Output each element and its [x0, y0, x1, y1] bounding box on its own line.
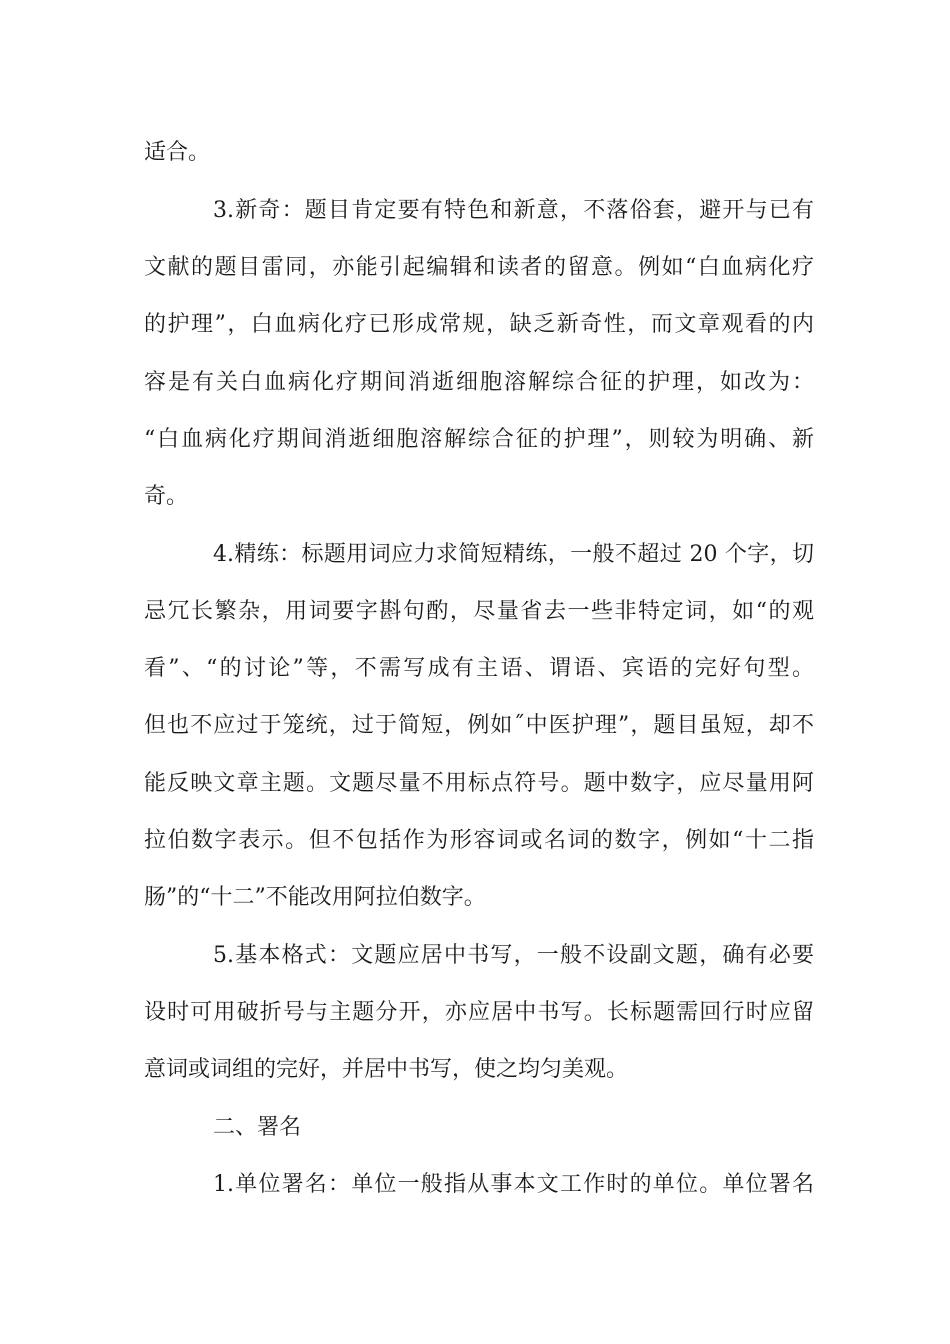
text-line: 拉伯数字表示。但不包括作为形容词或名词的数字，例如“十二指: [144, 828, 814, 853]
text-line: 的护理”，白血病化疗已形成常规，缺乏新奇性，而文章观看的内: [144, 312, 814, 337]
section-4-heading-line: 4.精练：标题用词应力求简短精练，一般不超过 20 个字，切: [213, 542, 814, 567]
text-line: 奇。: [144, 484, 189, 509]
text-line: 意词或词组的完好，并居中书写，使之均匀美观。: [144, 1057, 629, 1082]
text-line: 忌冗长繁杂，用词要字斟句酌，尽量省去一些非特定词，如“的观: [144, 599, 814, 624]
text-line: 肠”的“十二”不能改用阿拉伯数字。: [144, 885, 486, 910]
section-5-heading-line: 5.基本格式：文题应居中书写，一般不设副文题，确有必要: [213, 943, 814, 968]
text-line: 但也不应过于笼统，过于简短，例如˝中医护理”，题目虽短，却不: [144, 713, 814, 738]
text-line: “白血病化疗期间消逝细胞溶解综合征的护理”，则较为明确、新: [144, 427, 814, 452]
subsection-1-heading-line: 1.单位署名：单位一般指从事本文工作时的单位。单位署名: [213, 1172, 814, 1197]
text-line: 容是有关白血病化疗期间消逝细胞溶解综合征的护理，如改为：: [144, 370, 814, 395]
text-line: 看”、“的讨论”等，不需写成有主语、谓语、宾语的完好句型。: [144, 656, 814, 681]
text-line: 文献的题目雷同，亦能引起编辑和读者的留意。例如“白血病化疗: [144, 255, 814, 280]
section-heading-signature: 二、署名: [213, 1115, 302, 1140]
text-line: 能反映文章主题。文题尽量不用标点符号。题中数字，应尽量用阿: [144, 771, 814, 796]
text-line: 设时可用破折号与主题分开，亦应居中书写。长标题需回行时应留: [144, 1000, 814, 1025]
section-3-heading-line: 3.新奇：题目肯定要有特色和新意，不落俗套，避开与已有: [213, 198, 814, 223]
text-line: 适合。: [144, 140, 211, 165]
